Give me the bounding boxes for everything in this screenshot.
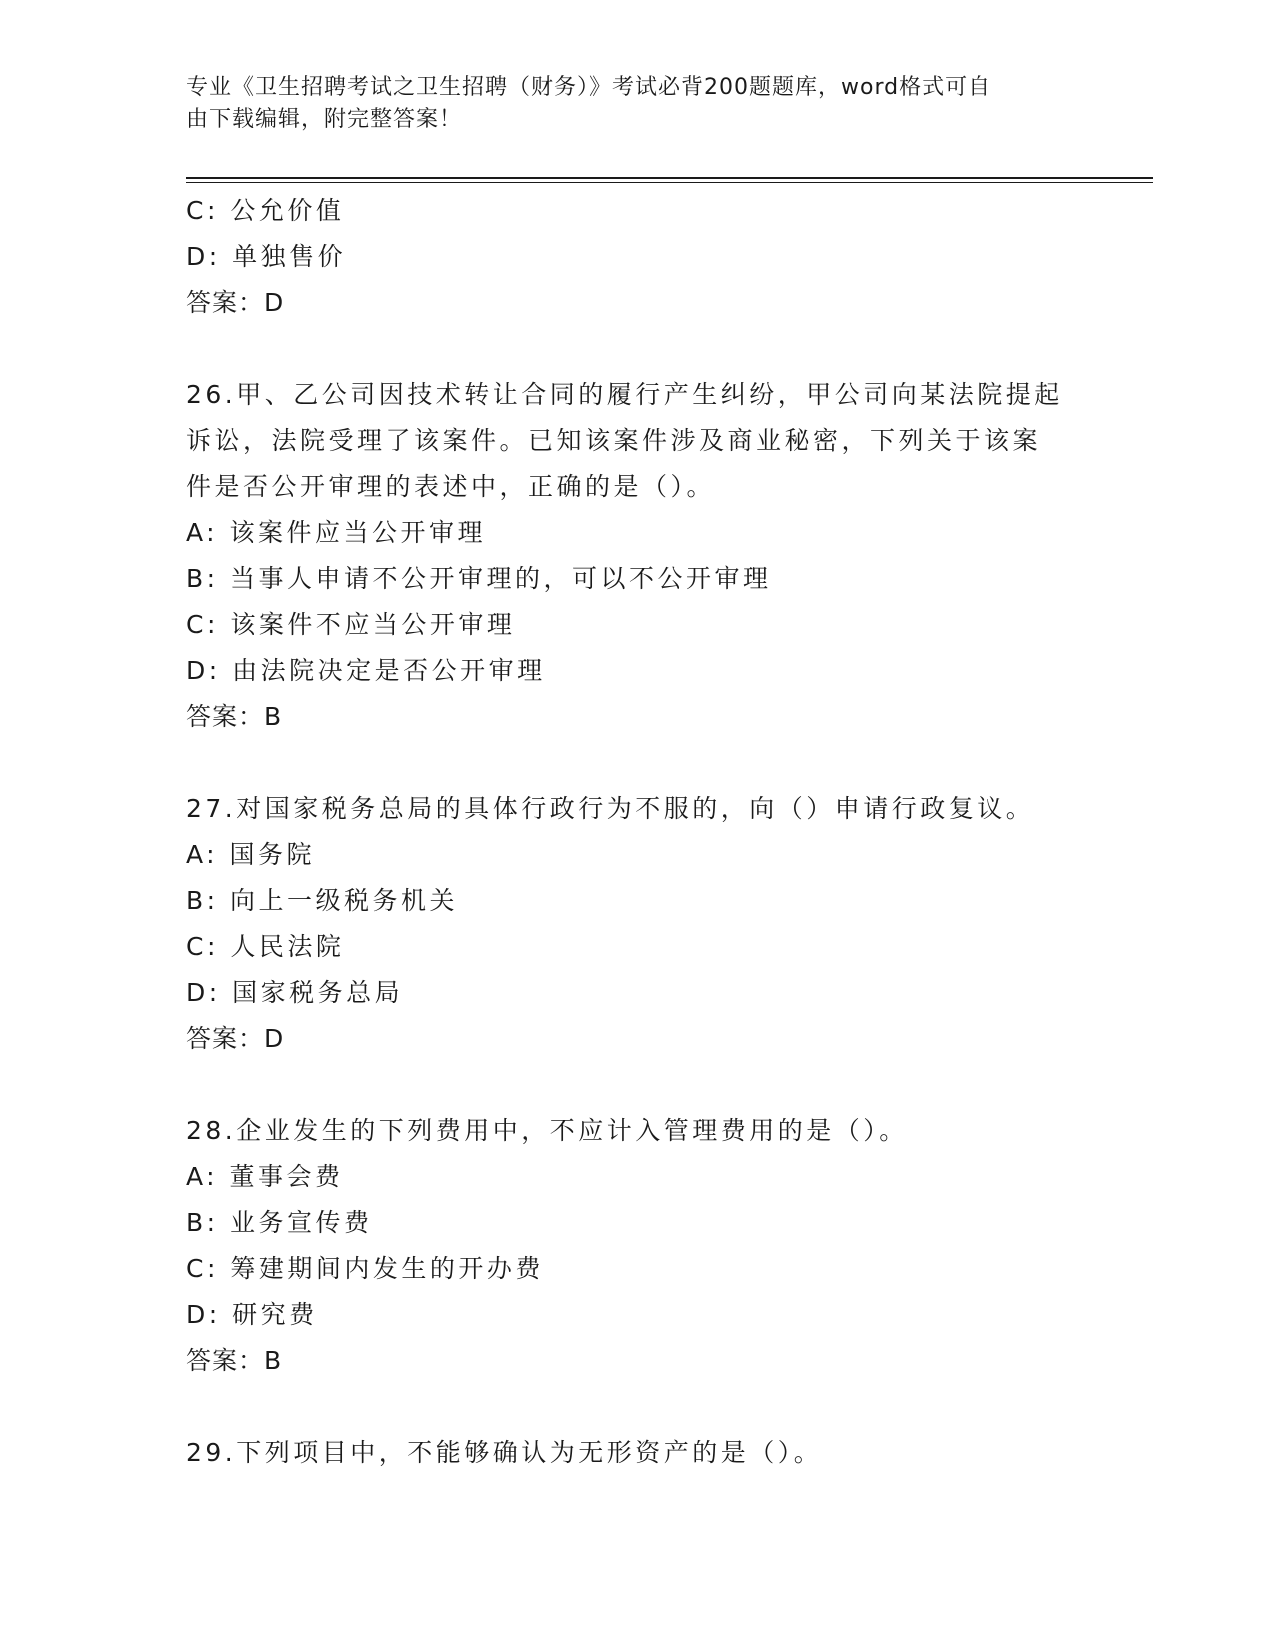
question-stem-line: 26.甲、乙公司因技术转让合同的履行产生纠纷，甲公司向某法院提起 <box>186 380 1063 409</box>
option-b: B: 向上一级税务机关 <box>186 886 459 915</box>
option-c: C: 筹建期间内发生的开办费 <box>186 1254 544 1283</box>
question-spacer <box>186 1384 1086 1430</box>
option-d: D: 研究费 <box>186 1300 318 1329</box>
header-divider-thick <box>186 177 1153 179</box>
answer-line: 答案：B <box>186 1346 283 1375</box>
question-spacer <box>186 740 1086 786</box>
question-stem-line: 件是否公开审理的表述中，正确的是（）。 <box>186 472 716 501</box>
option-b: B: 当事人申请不公开审理的，可以不公开审理 <box>186 564 772 593</box>
question-29 <box>186 1430 1086 1476</box>
option-c: C: 公允价值 <box>186 196 345 225</box>
answer-line: 答案：B <box>186 702 283 731</box>
option-a: A: 该案件应当公开审理 <box>186 518 487 547</box>
question-spacer <box>186 326 1086 372</box>
answer-line: 答案：D <box>186 288 285 317</box>
question-stem-line: 28.企业发生的下列费用中，不应计入管理费用的是（）。 <box>186 1116 908 1145</box>
answer-line: 答案：D <box>186 1024 285 1053</box>
document-header <box>186 72 1066 136</box>
option-d: D: 国家税务总局 <box>186 978 404 1007</box>
question-28 <box>186 1108 1086 1384</box>
question-stem-line: 诉讼，法院受理了该案件。已知该案件涉及商业秘密，下列关于该案 <box>186 426 1042 455</box>
question-stem-line: 29.下列项目中，不能够确认为无形资产的是（）。 <box>186 1438 823 1467</box>
header-title-line-2: 由下载编辑，附完整答案！ <box>186 107 463 132</box>
previous-question-tail <box>186 188 1086 326</box>
option-c: C: 该案件不应当公开审理 <box>186 610 516 639</box>
header-title-line-1: 专业《卫生招聘考试之卫生招聘（财务）》考试必背200题题库，word格式可自 <box>186 75 992 100</box>
option-d: D: 单独售价 <box>186 242 347 271</box>
header-divider-thin <box>186 182 1153 183</box>
option-a: A: 董事会费 <box>186 1162 344 1191</box>
option-c: C: 人民法院 <box>186 932 345 961</box>
question-27 <box>186 786 1086 1062</box>
option-d: D: 由法院决定是否公开审理 <box>186 656 546 685</box>
option-b: B: 业务宣传费 <box>186 1208 373 1237</box>
question-spacer <box>186 1062 1086 1108</box>
option-a: A: 国务院 <box>186 840 316 869</box>
question-stem-line: 27.对国家税务总局的具体行政行为不服的，向（）申请行政复议。 <box>186 794 1035 823</box>
question-26 <box>186 372 1086 740</box>
question-content <box>186 188 1086 1476</box>
